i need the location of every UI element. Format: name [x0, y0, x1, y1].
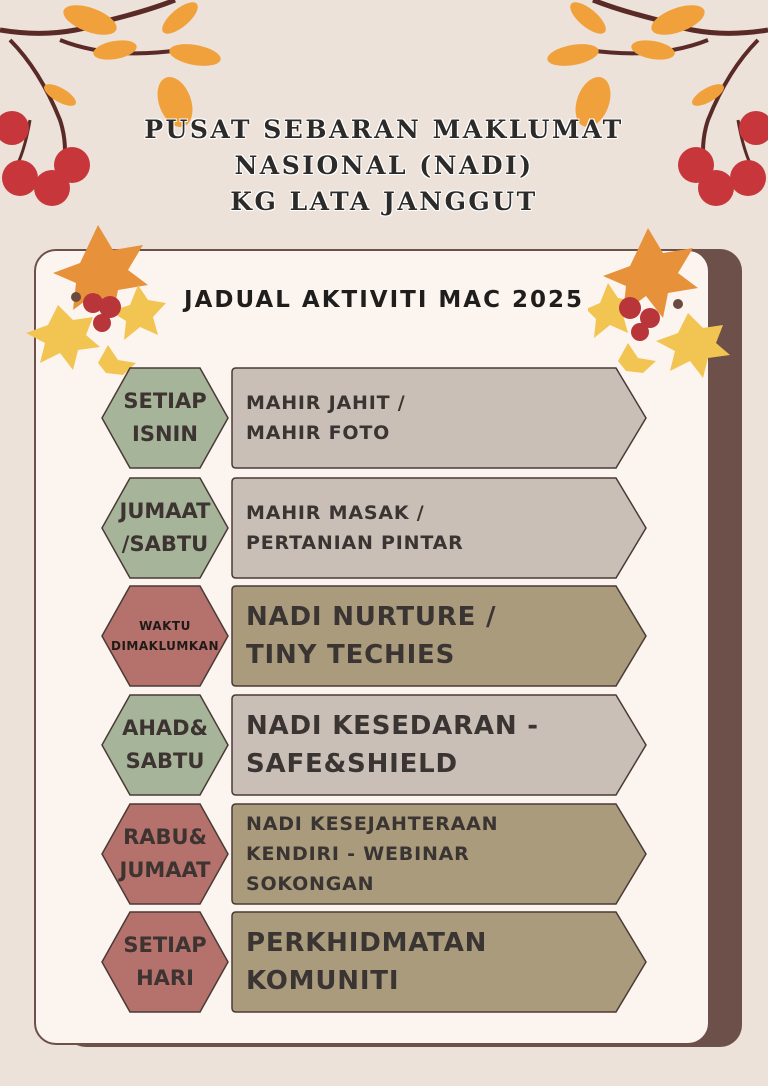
activity-label-line: NADI KESEJAHTERAAN: [246, 813, 499, 835]
schedule-row: [0, 366, 768, 470]
day-label-line: RABU&: [123, 825, 207, 849]
day-label-line: DIMAKLUMKAN: [111, 639, 219, 653]
activity-label-line: TINY TECHIES: [246, 640, 456, 670]
day-label: [100, 693, 230, 797]
activity-label: [246, 584, 626, 688]
activity-label-line: MAHIR JAHIT /: [246, 392, 406, 414]
activity-label-line: MAHIR MASAK /: [246, 502, 425, 524]
day-label-line: ISNIN: [132, 422, 198, 446]
day-label-line: SABTU: [125, 749, 205, 773]
day-label-line: AHAD&: [122, 716, 208, 740]
activity-arrow: [230, 584, 650, 688]
activity-label-line: NADI NURTURE /: [246, 602, 497, 632]
header-line-3: KG LATA JANGGUT: [230, 187, 538, 216]
day-label-line: SETIAP: [123, 933, 207, 957]
activity-label: [246, 366, 626, 470]
activity-label: [246, 910, 626, 1014]
day-label-line: SETIAP: [123, 389, 207, 413]
day-label: [100, 366, 230, 470]
schedule-row: [0, 693, 768, 797]
day-label-line: WAKTU: [139, 619, 191, 633]
day-badge: [100, 802, 230, 906]
schedule-row: [0, 476, 768, 580]
header-line-2: NASIONAL (NADI): [234, 151, 534, 180]
day-label-line: JUMAAT: [119, 858, 211, 882]
header-line-1: PUSAT SEBARAN MAKLUMAT: [144, 115, 624, 144]
activity-arrow: [230, 476, 650, 580]
day-label: [100, 802, 230, 906]
schedule-row: [0, 802, 768, 906]
activity-label-line: PERKHIDMATAN: [246, 928, 488, 958]
activity-arrow: [230, 693, 650, 797]
schedule-row: [0, 584, 768, 688]
day-badge: [100, 910, 230, 1014]
day-badge: [100, 584, 230, 688]
activity-label: [246, 802, 626, 906]
activity-label-line: KOMUNITI: [246, 966, 400, 996]
activity-label: [246, 693, 626, 797]
day-label: [100, 476, 230, 580]
activity-arrow: [230, 910, 650, 1014]
activity-label-line: NADI KESEDARAN -: [246, 711, 539, 741]
day-label-line: HARI: [136, 966, 194, 990]
card-title: JADUAL AKTIVITI MAC 2025: [184, 287, 584, 313]
day-label-line: JUMAAT: [119, 499, 211, 523]
day-badge: [100, 476, 230, 580]
activity-arrow: [230, 366, 650, 470]
day-badge: [100, 693, 230, 797]
day-label: [100, 910, 230, 1014]
day-label: [100, 584, 230, 688]
activity-label-line: PERTANIAN PINTAR: [246, 532, 464, 554]
activity-label: [246, 476, 626, 580]
page-header: [0, 112, 768, 220]
day-label-line: /SABTU: [121, 532, 209, 556]
activity-arrow: [230, 802, 650, 906]
activity-label-line: SOKONGAN: [246, 873, 375, 895]
schedule-row: [0, 910, 768, 1014]
activity-label-line: KENDIRI - WEBINAR: [246, 843, 470, 865]
activity-label-line: SAFE&SHIELD: [246, 749, 458, 779]
day-badge: [100, 366, 230, 470]
activity-label-line: MAHIR FOTO: [246, 422, 391, 444]
